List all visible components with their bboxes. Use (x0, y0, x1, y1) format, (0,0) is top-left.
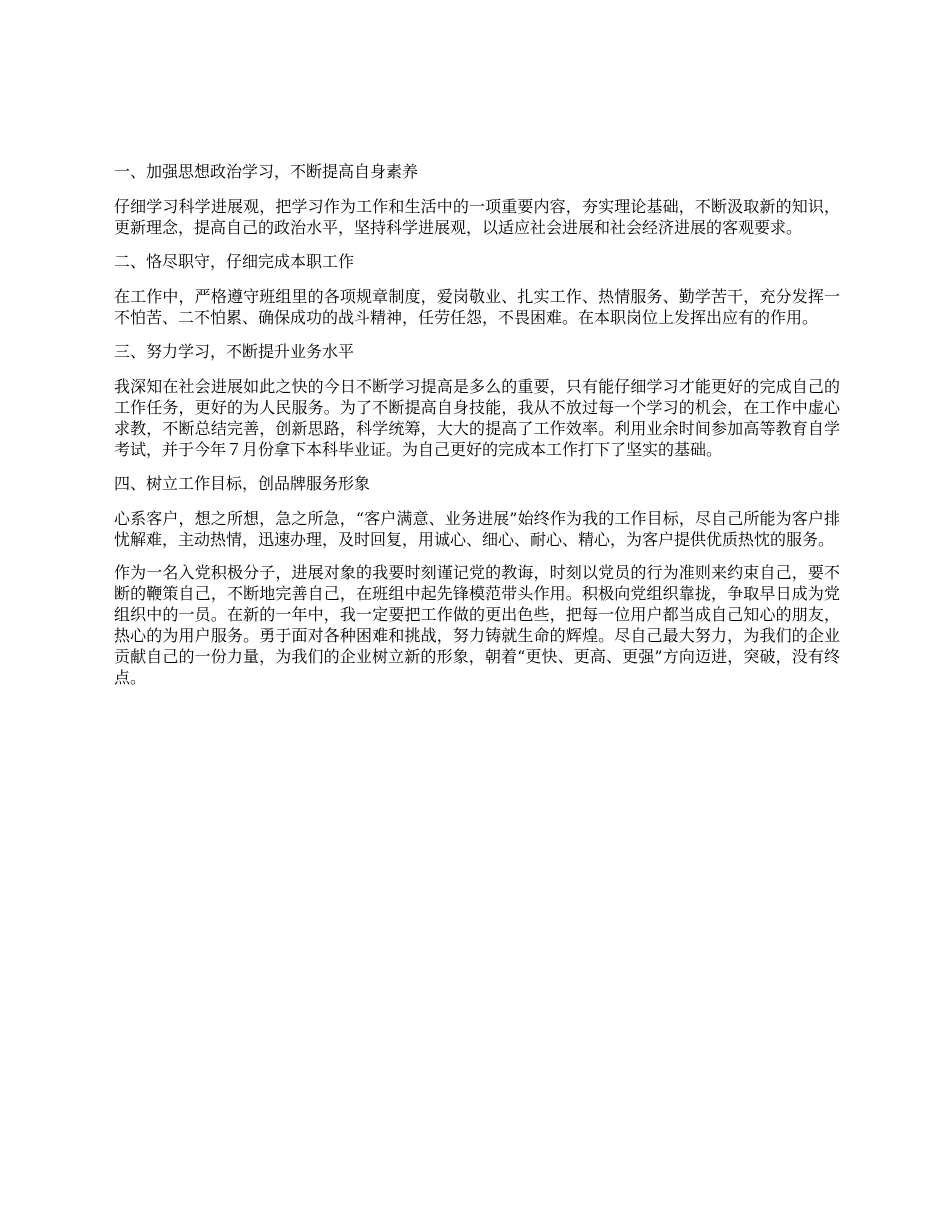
section-1-paragraph-1: 仔细学习科学进展观，把学习作为工作和生活中的一项重要内容，夯实理论基础，不断汲取新的知识，更新理念，提高自己的政治水平，坚持科学进展观，以适应社会进展和社会经济进展的客观要求。 (114, 197, 840, 237)
section-heading-4: 四、树立工作目标，创品牌服务形象 (114, 474, 371, 493)
section-4-paragraph-1: 心系客户，想之所想，急之所急，“客户满意、业务进展”始终作为我的工作目标，尽自己所能为客户排忧解难，主动热情，迅速办理，及时回复，用诚心、细心、耐心、精心，为客户提供优质热忱的服务。 (114, 509, 840, 549)
document-page (114, 160, 840, 700)
section-2-paragraph-1: 在工作中，严格遵守班组里的各项规章制度，爱岗敬业、扎实工作、热情服务、勤学苦干，充分发挥一不怕苦、二不怕累、确保成功的战斗精神，任劳任怨，不畏困难。在本职岗位上发挥出应有的作用。 (114, 287, 840, 327)
section-3-paragraph-1: 我深知在社会进展如此之快的今日不断学习提高是多么的重要，只有能仔细学习才能更好的完成自己的工作任务，更好的为人民服务。为了不断提高自身技能，我从不放过每一个学习的机会，在工作中虚心求教，不断总结完善，创新思路，科学统筹，大大的提高了工作效率。利用业余时间参加高等教育自学考试，并于今年７月份拿下本科毕业证。为自己更好的完成本工作打下了坚实的基础。 (114, 377, 840, 459)
section-heading-2: 二、恪尽职守，仔细完成本职工作 (114, 252, 355, 271)
section-heading-1: 一、加强思想政治学习，不断提高自身素养 (114, 162, 419, 181)
section-heading-3: 三、努力学习，不断提升业务水平 (114, 342, 355, 361)
section-4-paragraph-2: 作为一名入党积极分子，进展对象的我要时刻谨记党的教诲，时刻以党员的行为准则来约束自己，要不断的鞭策自己，不断地完善自己，在班组中起先锋模范带头作用。积极向党组织靠拢，争取早日成为党组织中的一员。在新的一年中，我一定要把工作做的更出色些，把每一位用户都当成自己知心的朋友，热心的为用户服务。勇于面对各种困难和挑战，努力铸就生命的辉煌。尽自己最大努力，为我们的企业贡献自己的一份力量，为我们的企业树立新的形象，朝着“更快、更高、更强”方向迈进，突破，没有终点。 (114, 563, 840, 687)
